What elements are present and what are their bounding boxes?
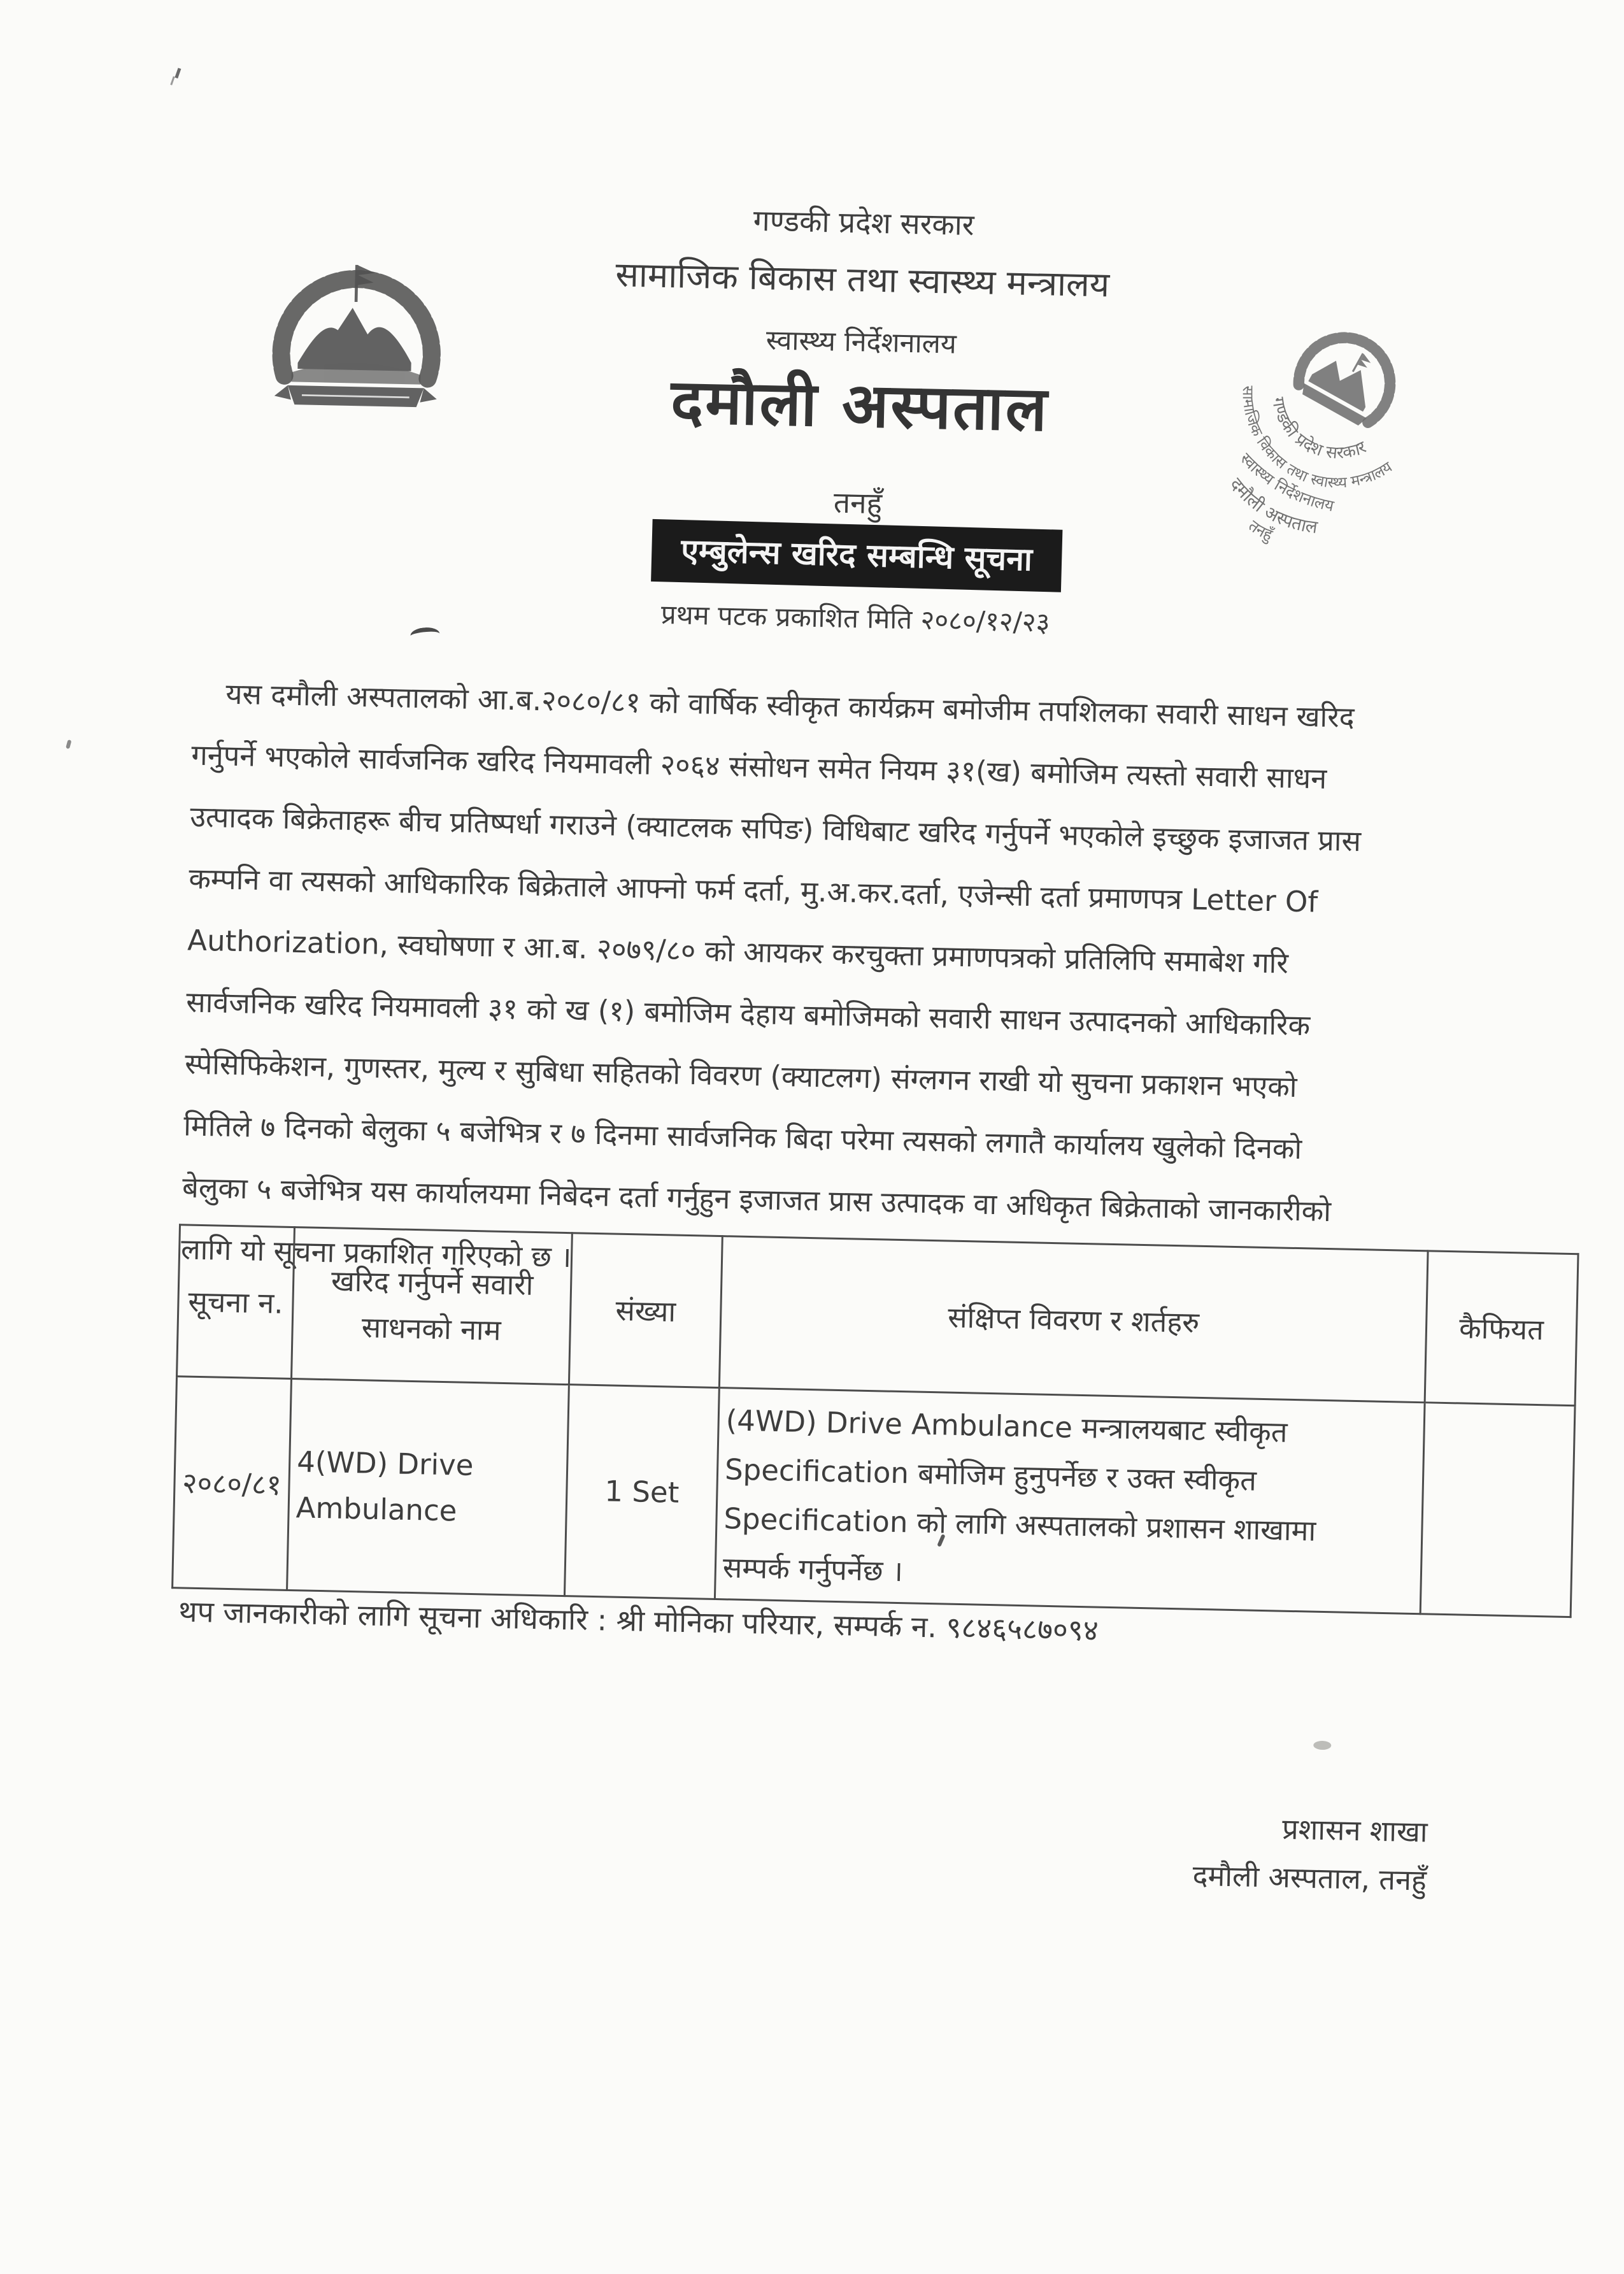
procurement-table	[171, 1224, 1579, 1618]
scan-artifact	[1313, 1741, 1331, 1750]
information-officer-contact-line: थप जानकारीको लागि सूचना अधिकारि : श्री मोनिका परियार, सम्पर्क न. ९८४६५८७०९४	[178, 1594, 1099, 1648]
body-line: बेलुका ५ बजेभित्र यस कार्यालयमा निबेदन दर्ता गर्नुहुन इजाजत प्रास उत्पादक वा अधिकृत बिक्रेताको जानकारीको	[182, 1170, 1332, 1229]
body-line: स्पेसिफिकेशन, गुणस्तर, मुल्य र सुबिधा सहितको विवरण (क्याटलग) संग्लगन राखी यो सुचना प्रकाशन भएको	[184, 1047, 1298, 1104]
col-header-vehicle-name: खरिद गर्नुपर्ने सवारी साधनको नाम	[291, 1227, 572, 1385]
cell-vehicle-name: 4(WD) Drive Ambulance	[287, 1379, 569, 1596]
hospital-title: दमौली अस्पताल	[670, 366, 1050, 445]
signature-block	[1192, 1803, 1428, 1905]
scan-artifact	[410, 626, 440, 644]
body-line: उत्पादक बिक्रेताहरू बीच प्रतिष्पर्धा गराउने (क्याटलक सपिङ) विधिबाट खरिद गर्नुपर्ने भएकोले इच्छुक इजाजत प्रास	[189, 799, 1362, 858]
government-name: गण्डकी प्रदेश सरकार	[753, 203, 975, 243]
cell-notice-no: २०८०/८१	[173, 1377, 292, 1591]
directorate-name: स्वास्थ्य निर्देशनालय	[766, 324, 957, 361]
notice-body-paragraph	[180, 662, 1556, 1309]
table-header-row	[177, 1225, 1579, 1406]
published-date-line: प्रथम पटक प्रकाशित मिति २०८०/१२/२३	[660, 598, 1051, 638]
body-line: यस दमौली अस्पतालको आ.ब.२०८०/८१ को वार्षिक स्वीकृत कार्यक्रम बमोजीम तपशिलका सवारी साधन खरिद	[225, 676, 1355, 734]
description-line: सम्पर्क गर्नुपर्नेछ ।	[722, 1550, 904, 1588]
stamp-text-hospital: दमौली अस्पताल	[1225, 473, 1319, 538]
body-line: सार्वजनिक खरिद नियमावली ३१ को ख (१) बमोजिम देहाय बमोजिमको सवारी साधन उत्पादनको आधिकारिक	[185, 985, 1311, 1043]
stamp-text-government: गण्डकी प्रदेश सरकार	[1267, 396, 1369, 463]
cell-remarks	[1420, 1403, 1575, 1617]
body-line: Authorization, स्वघोषणा र आ.ब. २०७९/८० को आयकर करचुक्ता प्रमाणपत्रको प्रतिलिपि समाबेश गरि	[187, 923, 1289, 980]
stamp-text-ministry: सामाजिक विकास तथा स्वास्थ्य मन्त्रालय	[1239, 385, 1395, 492]
signature-organization: दमौली अस्पताल, तनहुँ	[1192, 1858, 1427, 1898]
ministry-name: सामाजिक बिकास तथा स्वास्थ्य मन्त्रालय	[615, 254, 1110, 305]
table-row	[173, 1377, 1575, 1617]
col-header-remarks: कैफियत	[1425, 1251, 1578, 1406]
col-header-quantity: संख्या	[569, 1233, 722, 1388]
description-line: (4WD) Drive Ambulance मन्त्रालयबाट स्वीकृत	[725, 1403, 1288, 1449]
body-line: कम्पनि वा त्यसको आधिकारिक बिक्रेताले आफ्नो फर्म दर्ता, मु.अ.कर.दर्ता, एजेन्सी दर्ता प्रमाणपत्र Letter Of	[188, 861, 1318, 919]
stamp-text-directorate: स्वास्थ्य निर्देशनालय	[1236, 449, 1336, 515]
body-line: लागि यो सूचना प्रकाशित गरिएको छ ।	[180, 1232, 572, 1275]
col-header-notice-no: सूचना न.	[177, 1225, 295, 1379]
body-line: मितिले ७ दिनको बेलुका ५ बजेभित्र र ७ दिनमा सार्वजनिक बिदा परेमा त्यसको लगातै कार्यालय खुलेको दिनको	[183, 1108, 1302, 1166]
col-header-description: संक्षिप्त विवरण र शर्तहरु	[719, 1236, 1428, 1403]
district-name: तनहुँ	[833, 485, 883, 521]
cell-quantity: 1 Set	[564, 1385, 719, 1599]
signature-department: प्रशासन शाखा	[1281, 1812, 1428, 1849]
scan-artifact	[66, 740, 71, 749]
scan-artifact	[175, 68, 181, 78]
description-line: Specification बमोजिम हुनुपर्नेछ र उक्त स्वीकृत	[724, 1452, 1257, 1498]
cell-description	[715, 1388, 1425, 1614]
body-line: गर्नुपर्ने भएकोले सार्वजनिक खरिद नियमावली २०६४ संसोधन समेत नियम ३१(ख) बमोजिम त्यस्तो सवारी साधन	[190, 738, 1327, 796]
description-line: Specification को लागि अस्पतालको प्रशासन शाखामा	[723, 1501, 1316, 1548]
stamp-text-district: तनहुँ	[1244, 516, 1276, 545]
notice-title-box: एम्बुलेन्स खरिद सम्बन्धि सूचना	[651, 519, 1062, 592]
